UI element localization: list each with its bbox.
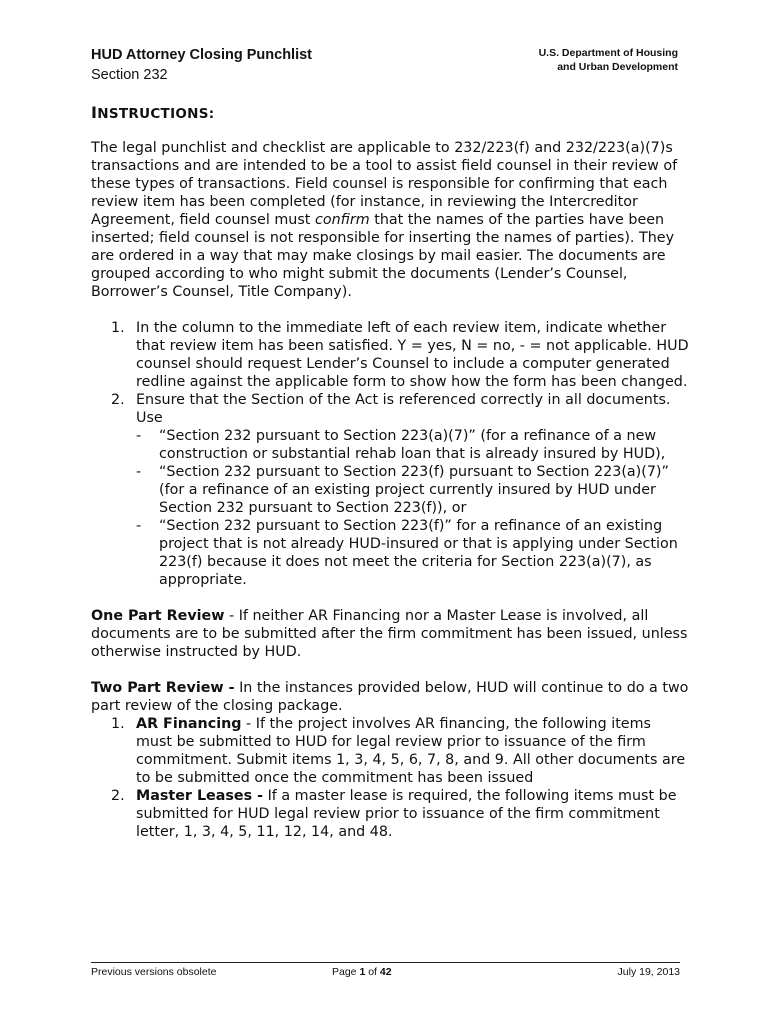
instruction-text: Ensure that the Section of the Act is referenced correctly in all documents. Use <box>136 392 671 426</box>
two-part-review-paragraph <box>91 679 691 715</box>
intro-paragraph <box>91 139 691 301</box>
instruction-text: In the column to the immediate left of each review item, indicate whether that review item has been satisfied. Y = yes, N = no, - = not applicable. HUD counsel should request Lender’s Counsel to include a computer generated redline against the applicable form to show how the form has been changed. <box>136 320 689 390</box>
section-reference-item <box>136 427 691 463</box>
section-reference-text: “Section 232 pursuant to Section 223(f) pursuant to Section 223(a)(7)” (for a refinance of an existing project currently insured by HUD under Section 232 pursuant to Section 223(f)), or <box>159 464 669 516</box>
list-number: 1. <box>111 716 125 732</box>
agency-line-1: U.S. Department of Housing <box>538 47 678 59</box>
document-title: HUD Attorney Closing Punchlist <box>91 47 312 63</box>
header-left <box>91 46 312 85</box>
instruction-item-1 <box>91 319 691 391</box>
list-dash: - <box>136 518 142 534</box>
list-dash: - <box>136 428 142 444</box>
section-reference-item <box>136 463 691 517</box>
master-leases-label: Master Leases - <box>136 788 264 804</box>
section-reference-list <box>136 427 691 589</box>
list-number: 1. <box>111 320 125 336</box>
page-prefix: Page <box>332 966 360 978</box>
page-of: of <box>365 966 380 978</box>
intro-emphasis: confirm <box>314 212 370 228</box>
page-footer <box>91 966 680 980</box>
heading-initial: I <box>91 103 98 122</box>
footer-divider <box>91 962 680 963</box>
two-part-review-list <box>91 715 691 841</box>
list-dash: - <box>136 464 142 480</box>
instruction-item-2 <box>91 391 691 589</box>
two-part-item-ar-financing <box>91 715 691 787</box>
master-leases-text: If a master lease is required, the following items must be submitted for HUD legal review prior to issuance of the firm commitment letter, 1, 3, 4, 5, 11, 12, 14, and 48. <box>136 788 677 840</box>
two-part-review-text: In the instances provided below, HUD will continue to do a two part review of the closing package. <box>91 680 689 714</box>
heading-rest: NSTRUCTIONS: <box>97 106 215 122</box>
footer-obsolete-note: Previous versions obsolete <box>91 966 217 978</box>
section-reference-item <box>136 517 691 589</box>
one-part-review-label: One Part Review <box>91 608 225 624</box>
page-total: 42 <box>379 966 392 978</box>
page-number <box>332 966 392 978</box>
instructions-list <box>91 319 691 589</box>
one-part-review-text: - If neither AR Financing nor a Master Lease is involved, all documents are to be submitted after the firm commitment has been issued, unless otherwise instructed by HUD. <box>91 608 688 660</box>
document-subtitle: Section 232 <box>91 67 168 83</box>
instructions-heading <box>91 104 691 123</box>
list-number: 2. <box>111 788 125 804</box>
agency-line-2: and Urban Development <box>557 61 678 73</box>
intro-text-2: that the names of the parties have been inserted; field counsel is not responsible for inserting the names of parties). They are ordered in a way that may make closings by mail easier. The documents are grouped according to who might submit the documents (Lender’s Counsel, Borrower’s Counsel, Title Company). <box>91 212 675 300</box>
two-part-item-master-leases <box>91 787 691 841</box>
ar-financing-text: - If the project involves AR financing, the following items must be submitted to HUD for legal review prior to issuance of the firm commitment. Submit items 1, 3, 4, 5, 6, 7, 8, and 9. All other documents are to be submitted once the commitment has been issued <box>136 716 686 786</box>
one-part-review-paragraph <box>91 607 691 661</box>
document-body <box>91 104 691 859</box>
list-number: 2. <box>111 392 125 408</box>
footer-date: July 19, 2013 <box>617 966 680 978</box>
section-reference-text: “Section 232 pursuant to Section 223(f)” for a refinance of an existing project that is not already HUD-insured or that is applying under Section 223(f) because it does not meet the criteria for Section 223(a)(7), as appropriate. <box>159 518 678 588</box>
intro-text-1: The legal punchlist and checklist are applicable to 232/223(f) and 232/223(a)(7)s transactions and are intended to be a tool to assist field counsel in their review of these types of transactions. Field counsel is responsible for confirming that each review item has been completed (for instance, in reviewing the Intercreditor Agreement, field counsel must <box>91 140 678 228</box>
agency-name <box>539 46 678 74</box>
two-part-review-label: Two Part Review - <box>91 680 235 696</box>
page-current: 1 <box>359 966 366 978</box>
section-reference-text: “Section 232 pursuant to Section 223(a)(7)” (for a refinance of a new construction or substantial rehab loan that is already insured by HUD), <box>159 428 666 462</box>
ar-financing-label: AR Financing <box>136 716 242 732</box>
